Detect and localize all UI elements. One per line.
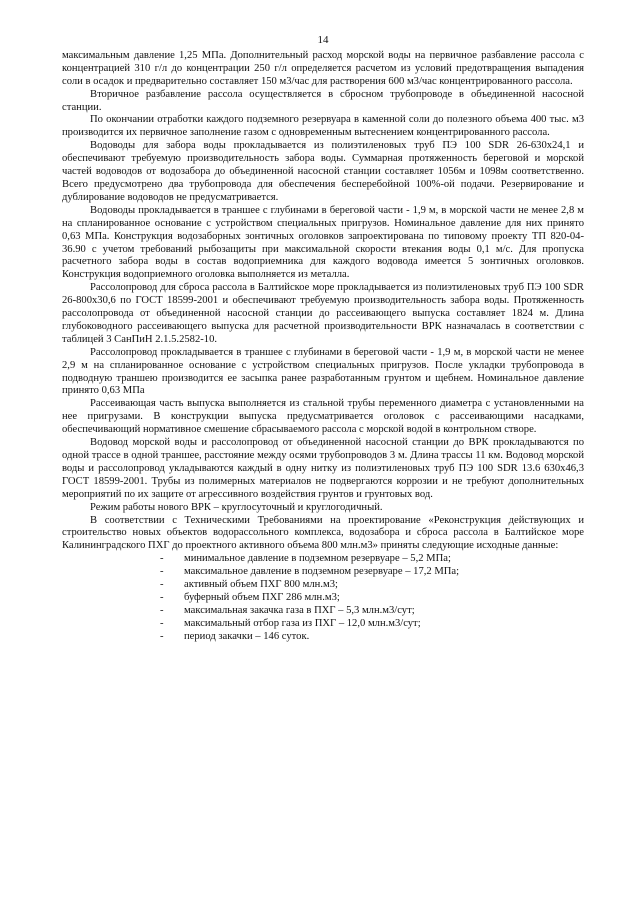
list-item: [160, 579, 584, 592]
list-bullet: -: [160, 617, 164, 629]
body-text: [62, 50, 584, 553]
paragraph: В соответствии с Техническими Требованиями на проектирование «Реконструкция действующих и строительство новых объектов водорассольного комплекса, водозабора и сброса рассола в Балтийское море Калининградского ПХГ до проектного активного объема 800 млн.м3» приняты следующие исходные данные:: [62, 514, 584, 552]
list-item-text: максимальная закачка газа в ПХГ – 5,3 млн.м3/сут;: [184, 604, 415, 616]
paragraph: Рассолопровод для сброса рассола в Балтийское море прокладывается из полиэтиленовых труб ПЭ 100 SDR 26-800х30,6 по ГОСТ 18599-2001 и обеспечивают требуемую производительность забора воды. Протяженность рассолопровода от объединенной насосной станции до рассеивающего выпуска составляет 1824 м. Длина глубоководного рассеивающего выпуска для расчетной производительности ВРК назначалась в соответствии с таблицей 3 СанПиН 2.1.5.2582-10.: [62, 282, 584, 345]
paragraph: Водоводы для забора воды прокладывается из полиэтиленовых труб ПЭ 100 SDR 26-630х24,1 и обеспечивают требуемую производительность забора воды. Суммарная протяженность береговой и морской частей водоводов от водозабора до объединенной насосной станции составляет 1056м и 1098м соответственно. Всего предусмотрено два трубопровода для обеспечения бесперебойной 100%-ой подачи. Резервирование и дублирование водоводов не предусматривается.: [62, 140, 584, 203]
paragraph: Рассеивающая часть выпуска выполняется из стальной трубы переменного диаметра с установленными на нее пригрузами. В конструкции выпуска предусматривается оголовок с рассеивающими насадками, обеспечивающий нормативное смешение сбрасываемого рассола с морской водой в контрольном створе.: [62, 398, 584, 436]
paragraph: Рассолопровод прокладывается в траншее с глубинами в береговой части - 1,9 м, в морской части не менее 2,9 м на спланированное основание с устройством специальных пригрузов. После укладки трубопровода в подводную траншею производится ее засыпка ранее разработанным грунтом и щебнем. Номинальное давление принято 0,63 МПа: [62, 346, 584, 397]
list-item: [160, 592, 584, 605]
list-item: [160, 631, 584, 644]
page-number: 14: [317, 34, 329, 46]
list-item: [160, 605, 584, 618]
list-item: [160, 553, 584, 566]
paragraph: По окончании отработки каждого подземного резервуара в каменной соли до полезного объема 400 тыс. м3 производится их первичное заполнение газом с одновременным вытеснением концентрированного рассола.: [62, 114, 584, 139]
list-item-text: период закачки – 146 суток.: [184, 630, 310, 642]
paragraph: Режим работы нового ВРК – круглосуточный и круглогодичный.: [90, 501, 383, 513]
list-item: [160, 566, 584, 579]
list-item-text: минимальное давление в подземном резервуаре – 5,2 МПа;: [184, 553, 451, 565]
list-bullet: -: [160, 566, 164, 578]
list-item-text: максимальный отбор газа из ПХГ – 12,0 млн.м3/сут;: [184, 617, 421, 629]
list-item: [160, 618, 584, 631]
list-bullet: -: [160, 579, 164, 591]
list-item-text: буферный объем ПХГ 286 млн.м3;: [184, 591, 340, 603]
list-bullet: -: [160, 630, 164, 642]
paragraph: максимальным давление 1,25 МПа. Дополнительный расход морской воды на первичное разбавление рассола с концентрацией 310 г/л до концентрации 250 г/л определяется расчетом из условий предотвращения выпадения соли в осадок и предварительно составляет 150 м3/час для растворения 600 м3/час концентрированного рассола.: [62, 49, 584, 87]
list-bullet: -: [160, 591, 164, 603]
list-item-text: максимальное давление в подземном резервуаре – 17,2 МПа;: [184, 566, 460, 578]
paragraph: Вторичное разбавление рассола осуществляется в сбросном трубопроводе в объединенной насосной станции.: [62, 88, 584, 113]
list-bullet: -: [160, 604, 164, 616]
paragraph: Водоводы прокладывается в траншее с глубинами в береговой части - 1,9 м, в морской части не менее 2,8 м на спланированное основание с устройством специальных пригрузов. Номинальное давление для них принято 0,63 МПа. Конструкция водозаборных зонтичных оголовков запроектирована по типовому проекту ТП 820-04-36.90 с учетом требований рыбозащиты при максимальной скорости втекания воды 0,1 м/с. Для пропуска расчетного забора воды в состав водоприемника для каждого водовода имеется 5 зонтичных оголовков. Конструкция водоприемного оголовка выполняется из металла.: [62, 204, 584, 281]
list-item-text: активный объем ПХГ 800 млн.м3;: [184, 579, 338, 591]
list-bullet: -: [160, 553, 164, 565]
initial-data-list: [62, 553, 584, 643]
paragraph: Водовод морской воды и рассолопровод от объединенной насосной станции до ВРК прокладываются по одной трассе в одной траншее, расстояние между осями трубопроводов 3 м. Длина трассы 11 км. Водовод морской воды и рассолопровод укладываются каждый в одну нитку из полиэтиленовых труб ПЭ 100 SDR 13.6 630х46,3 ГОСТ 18599-2001. Трубы из полимерных материалов не подвергаются коррозии и не требуют дополнительных мероприятий по их защите от агрессивного воздействия грунтов и грунтовых вод.: [62, 437, 584, 500]
